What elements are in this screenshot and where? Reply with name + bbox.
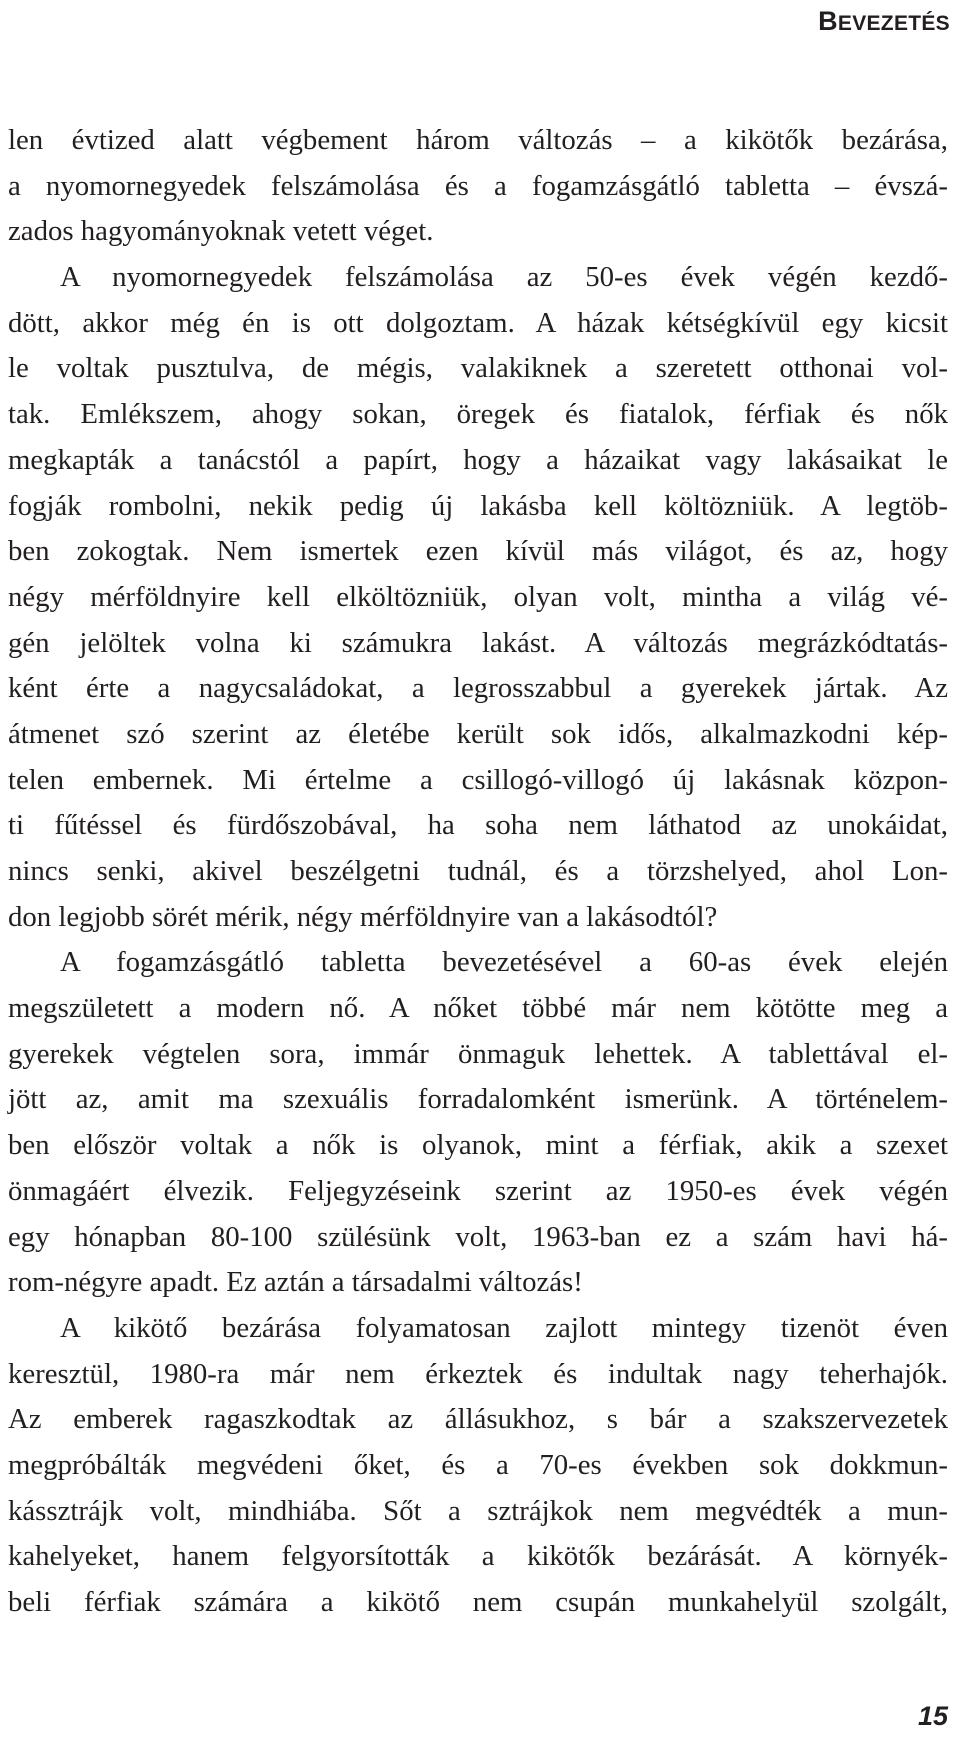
- text-line: beli férfiak számára a kikötő nem csupán munkahelyül szolgált,: [8, 1586, 948, 1618]
- text-line: tak. Emlékszem, ahogy sokan, öregek és fiatalok, férfiak és nők: [8, 398, 948, 431]
- text-line: egy hónapban 80-100 szülésünk volt, 1963-ban ez a szám havi há-: [8, 1220, 948, 1253]
- text-line: len évtized alatt végbement három változás – a kikötők bezárása,: [8, 124, 948, 156]
- text-line: le voltak pusztulva, de mégis, valakiknek a szeretett otthonai vol-: [8, 352, 948, 385]
- text-line: ként érte a nagycsaládokat, a legrosszabbul a gyerekek jártak. Az: [8, 672, 948, 705]
- text-line: átmenet szó szerint az életébe került sok idős, alkalmazkodni kép-: [8, 717, 948, 750]
- text-line: gyerekek végtelen sora, immár önmaguk lehettek. A tablettával el-: [8, 1037, 948, 1070]
- text-line: dött, akkor még én is ott dolgoztam. A házak kétségkívül egy kicsit: [8, 306, 948, 339]
- text-line: gén jelöltek volna ki számukra lakást. A változás megrázkódtatás-: [8, 626, 948, 659]
- text-line: A nyomornegyedek felszámolása az 50-es évek végén kezdő-: [60, 261, 948, 294]
- body-text: [8, 118, 948, 1626]
- text-line: ti fűtéssel és fürdőszobával, ha soha nem láthatod az unokáidat,: [8, 809, 948, 842]
- text-line: ben zokogtak. Nem ismertek ezen kívül más világot, és az, hogy: [8, 535, 948, 568]
- text-line: megszületett a modern nő. A nőket többé már nem kötötte meg a: [8, 992, 948, 1025]
- text-line: Az emberek ragaszkodtak az állásukhoz, s bár a szakszervezetek: [8, 1403, 948, 1436]
- text-line: jött az, amit ma szexuális forradalomként ismerünk. A történelem-: [8, 1083, 948, 1116]
- text-line: megkapták a tanácstól a papírt, hogy a házaikat vagy lakásaikat le: [8, 443, 948, 476]
- text-line: A kikötő bezárása folyamatosan zajlott mintegy tizenöt éven: [60, 1311, 948, 1344]
- text-line: kássztrájk volt, mindhiába. Sőt a sztrájkok nem megvédték a mun-: [8, 1494, 948, 1527]
- running-head-section-title: [818, 6, 950, 37]
- text-line: telen embernek. Mi értelme a csillogó-villogó új lakásnak közpon-: [8, 763, 948, 796]
- text-line: A fogamzásgátló tabletta bevezetésével a 60-as évek elején: [60, 946, 948, 979]
- running-head-rest: EVEZETÉS: [837, 12, 950, 35]
- text-line: önmagáért élvezik. Feljegyzéseink szerint az 1950-es évek végén: [8, 1174, 948, 1207]
- text-line: a nyomornegyedek felszámolása és a fogamzásgátló tabletta – évszá-: [8, 169, 948, 202]
- running-head-initial: B: [818, 6, 838, 36]
- text-line: ben először voltak a nők is olyanok, mint a férfiak, akik a szexet: [8, 1129, 948, 1162]
- page-number: 15: [917, 1701, 948, 1731]
- text-line: rom-négyre apadt. Ez aztán a társadalmi változás!: [8, 1266, 583, 1299]
- text-line: négy mérföldnyire kell elköltözniük, olyan volt, mintha a világ vé-: [8, 580, 948, 613]
- text-line: nincs senki, akivel beszélgetni tudnál, és a törzshelyed, ahol Lon-: [8, 855, 948, 887]
- text-line: don legjobb sörét mérik, négy mérföldnyire van a lakásodtól?: [8, 900, 718, 933]
- text-line: zados hagyományoknak vetett véget.: [8, 215, 434, 248]
- text-line: megpróbálták megvédeni őket, és a 70-es években sok dokkmun-: [8, 1448, 948, 1481]
- text-line: fogják rombolni, nekik pedig új lakásba kell költözniük. A legtöb-: [8, 489, 948, 522]
- text-line: keresztül, 1980-ra már nem érkeztek és indultak nagy teherhajók.: [8, 1357, 948, 1390]
- text-line: kahelyeket, hanem felgyorsították a kikötők bezárását. A környék-: [8, 1540, 948, 1573]
